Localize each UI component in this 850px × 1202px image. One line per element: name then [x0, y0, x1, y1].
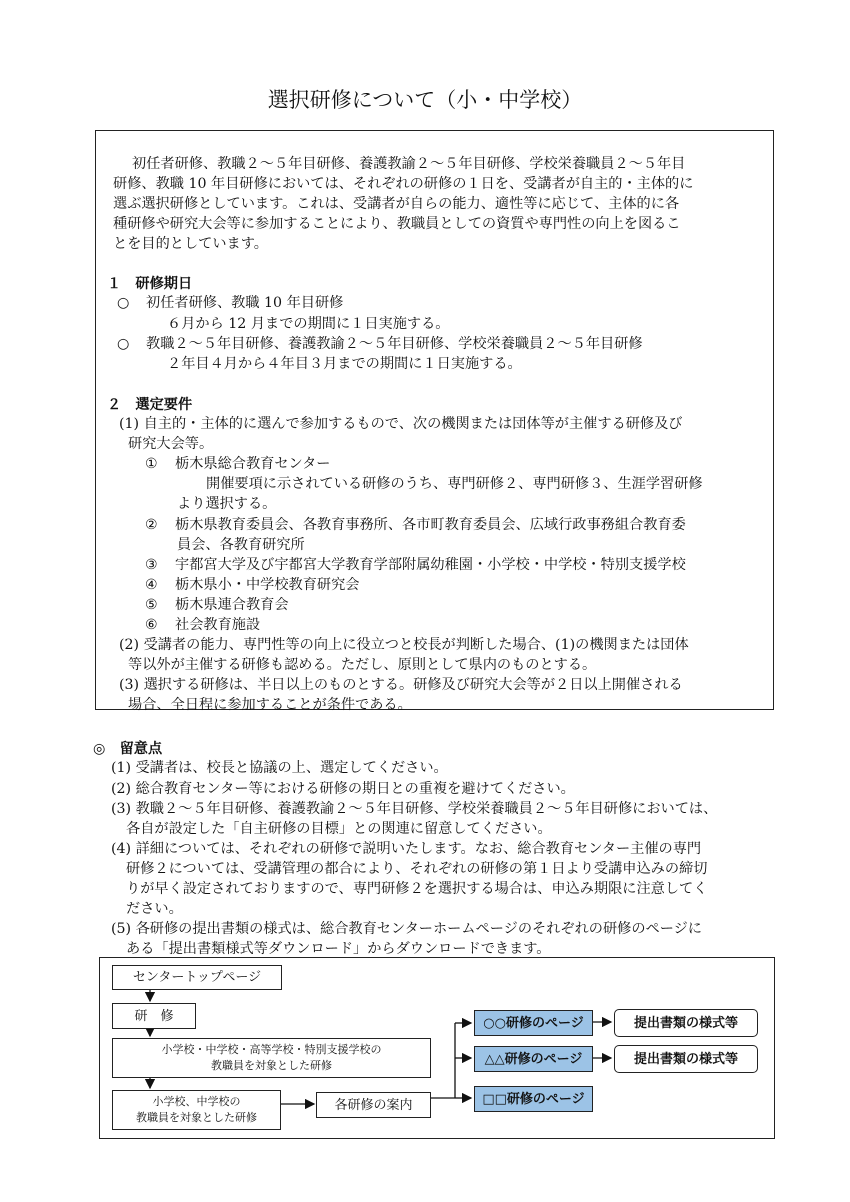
org-text: 栃木県教育委員会、各教育事務所、各市町教育委員会、広域行政事務組合教育委 — [175, 517, 686, 533]
intro-line: 初任者研修、教職２～５年目研修、養護教諭２～５年目研修、学校栄養職員２～５年目 — [132, 156, 686, 172]
page-title: 選択研修について（小・中学校） — [267, 88, 583, 112]
intro-line: 研修、教職 10 年目研修においては、それぞれの研修の１日を、受講者が自主的・主体的に — [113, 176, 694, 192]
forms-box: 提出書類の様式等 — [614, 1009, 758, 1037]
requirement-text: 研究大会等。 — [128, 436, 214, 452]
note-line: (4) 詳細については、それぞれの研修で説明いたします。なお、総合教育センター主催の専門 — [111, 841, 702, 857]
org-text: 員会、各教育研究所 — [177, 537, 305, 553]
org-number: ① — [145, 456, 158, 472]
note-line: ある「提出書類様式等ダウンロード」からダウンロードできます。 — [126, 941, 551, 957]
training-page-box: ○○研修のページ — [474, 1010, 593, 1036]
bullet: ○ — [117, 295, 130, 311]
org-text: 開催要項に示されている研修のうち、専門研修２、専門研修３、生涯学習研修 — [206, 476, 703, 492]
note-line: りが早く設定されておりますので、専門研修２を選択する場合は、申込み期限に注意してく — [126, 881, 708, 897]
intro-line: 種研修や研究大会等に参加することにより、教職員としての資質や専門性の向上を図るこ — [113, 216, 681, 232]
section-heading: １ 研修期日 — [107, 276, 193, 292]
requirement-text: (2) 受講者の能力、専門性等の向上に役立つと校長が判断した場合、(1)の機関または団体 — [119, 637, 689, 653]
period-detail: ２年目４月から４年目３月までの期間に１日実施する。 — [167, 356, 522, 372]
org-text: 栃木県小・中学校教育研究会 — [175, 577, 360, 593]
box-line: 小学校・中学校・高等学校・特別支援学校の — [161, 1043, 382, 1056]
box-line: 教職員を対象とした研修 — [136, 1111, 257, 1124]
period-item: 初任者研修、教職 10 年目研修 — [146, 295, 344, 311]
org-text: 栃木県総合教育センター — [175, 456, 331, 472]
note-line: 研修２については、受講管理の都合により、それぞれの研修の第１日より受講申込みの締切 — [126, 861, 708, 877]
note-line: (2) 総合教育センター等における研修の期日との重複を避けてください。 — [111, 781, 575, 797]
requirement-text: 場合、全日程に参加することが条件である。 — [128, 697, 412, 713]
note-line: ださい。 — [126, 901, 183, 917]
elem-junior-training-box — [112, 1090, 281, 1130]
note-line: 各自が設定した「自主研修の目標」との関連に留意してください。 — [126, 821, 552, 837]
period-detail: ６月から 12 月までの期間に１日実施する。 — [167, 316, 450, 332]
requirement-text: 等以外が主催する研修も認める。ただし、原則として県内のものとする。 — [128, 657, 597, 673]
org-text: 宇都宮大学及び宇都宮大学教育学部附属幼稚園・小学校・中学校・特別支援学校 — [175, 557, 686, 573]
kenshu-box: 研 修 — [112, 1003, 196, 1029]
org-number: ② — [145, 517, 158, 533]
org-text: 社会教育施設 — [175, 617, 261, 633]
note-line: (3) 教職２～５年目研修、養護教諭２～５年目研修、学校栄養職員２～５年目研修においては、 — [111, 801, 718, 817]
section-heading: ２ 選定要件 — [107, 397, 193, 413]
center-top-page-box: センタートップページ — [112, 965, 282, 990]
org-text: より選択する。 — [177, 496, 277, 512]
org-number: ③ — [145, 557, 158, 573]
box-line: 小学校、中学校の — [152, 1095, 241, 1108]
training-page-box: □□研修のページ — [474, 1086, 593, 1112]
org-number: ⑤ — [145, 597, 158, 613]
all-staff-training-box — [112, 1038, 431, 1078]
org-text: 栃木県連合教育会 — [175, 597, 289, 613]
training-guide-box: 各研修の案内 — [316, 1092, 431, 1118]
org-number: ④ — [145, 577, 158, 593]
bullet: ○ — [117, 336, 130, 352]
intro-line: 選ぶ選択研修としています。これは、受講者が自らの能力、適性等に応じて、主体的に各 — [113, 196, 680, 212]
org-number: ⑥ — [145, 617, 158, 633]
requirement-text: (3) 選択する研修は、半日以上のものとする。研修及び研究大会等が２日以上開催される — [119, 677, 683, 693]
requirement-text: (1) 自主的・主体的に選んで参加するもので、次の機関または団体等が主催する研修及び — [119, 416, 683, 432]
forms-box: 提出書類の様式等 — [614, 1045, 758, 1073]
note-line: (5) 各研修の提出書類の様式は、総合教育センターホームページのそれぞれの研修のページに — [111, 921, 702, 937]
notes-heading: ◎ 留意点 — [93, 741, 163, 757]
training-page-box: △△研修のページ — [474, 1046, 593, 1072]
intro-line: とを目的としています。 — [113, 236, 268, 252]
period-item: 教職２～５年目研修、養護教諭２～５年目研修、学校栄養職員２～５年目研修 — [146, 336, 643, 352]
note-line: (1) 受講者は、校長と協議の上、選定してください。 — [111, 760, 448, 776]
box-line: 教職員を対象とした研修 — [211, 1059, 332, 1072]
